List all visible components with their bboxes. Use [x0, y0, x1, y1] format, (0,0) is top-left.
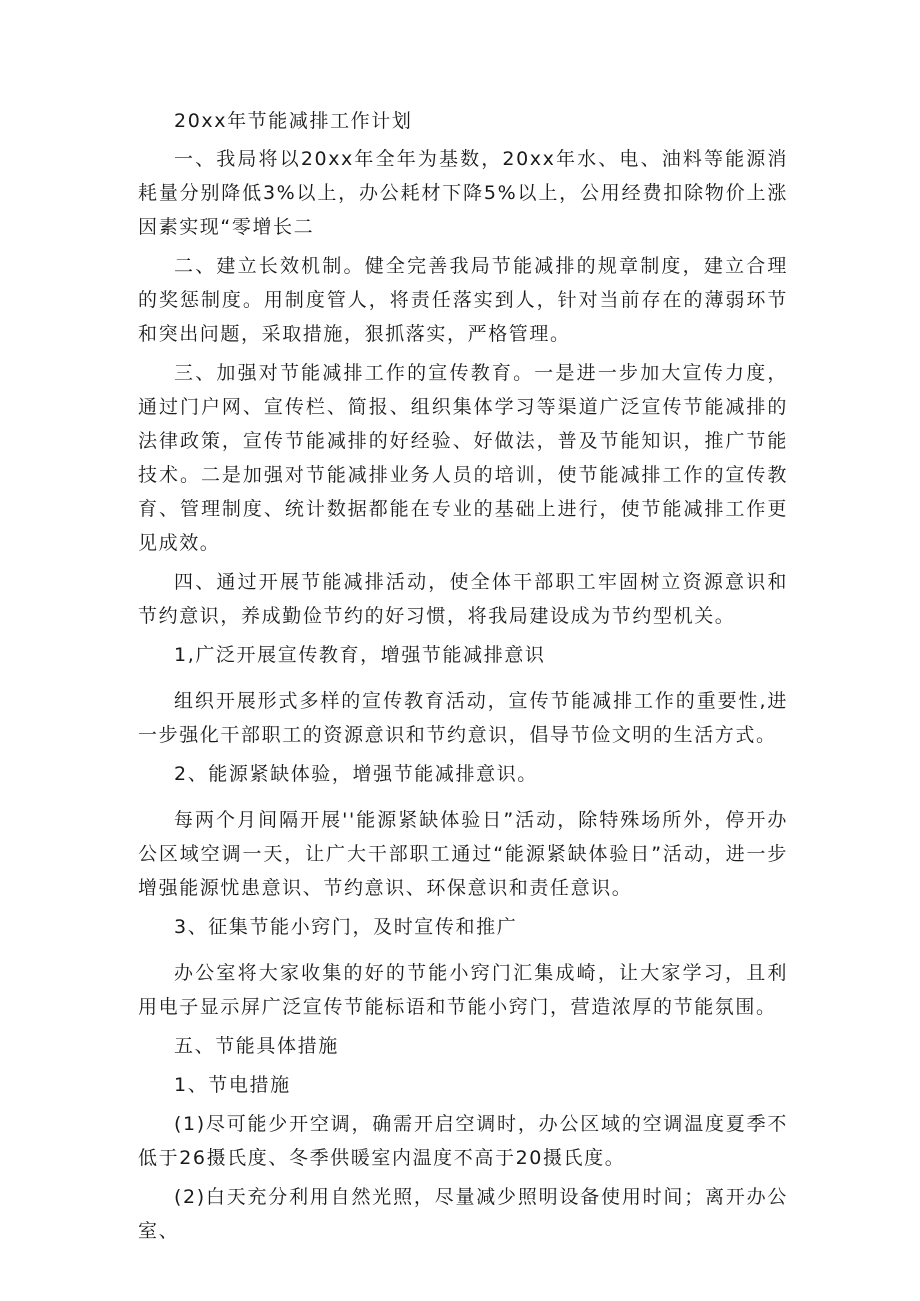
subheading-measures: 五、节能具体措施 — [174, 1035, 339, 1057]
paragraph-education: 三、加强对节能减排工作的宣传教育。一是进一步加大宣传力度，通过门户网、宣传栏、简报、组织集体学习等渠道广泛宣传节能减排的法律政策，宣传节能减排的好经验、好做法，普及节能知识，推广节能技术。二是加强对节能减排业务人员的培训，使节能减排工作的宣传教育、管理制度、统计数据都能在专业的基础上进行，使节能减排工作更见成效。 — [138, 362, 788, 554]
document-title: 20xx年节能减排工作计划 — [174, 110, 413, 132]
subheading-tips: 3、征集节能小窍门，及时宣传和推广 — [174, 916, 518, 938]
paragraph-goal: 一、我局将以20xx年全年为基数，20xx年水、电、油料等能源消耗量分别降低3%以上，办公耗材下降5%以上，公用经费扣除物价上涨因素实现“零增长二 — [138, 148, 788, 238]
subheading-publicity: 1,广泛开展宣传教育，增强节能减排意识 — [174, 644, 546, 666]
paragraph-air-conditioning: (1)尽可能少开空调，确需开启空调时，办公区域的空调温度夏季不低于26摄氏度、冬季供暖室内温度不高于20摄氏度。 — [138, 1113, 788, 1169]
subheading-energy-shortage: 2、能源紧缺体验，增强节能减排意识。 — [174, 763, 538, 785]
paragraph-lighting: (2)白天充分利用自然光照，尽量减少照明设备使用时间；离开办公室、 — [138, 1186, 788, 1242]
document-body — [138, 104, 788, 1253]
paragraph-tips: 办公室将大家收集的好的节能小窍门汇集成崎，让大家学习，且利用电子显示屏广泛宣传节能标语和节能小窍门，营造浓厚的节能氛围。 — [138, 962, 788, 1018]
paragraph-activities: 四、通过开展节能减排活动，使全体干部职工牢固树立资源意识和节约意识，养成勤俭节约的好习惯，将我局建设成为节约型机关。 — [138, 571, 788, 627]
subheading-electricity: 1、节电措施 — [174, 1074, 291, 1096]
paragraph-mechanism: 二、建立长效机制。健全完善我局节能减排的规章制度，建立合理的奖惩制度。用制度管人，将责任落实到人，针对当前存在的薄弱环节和突出问题，采取措施，狠抓落实，严格管理。 — [138, 255, 788, 345]
paragraph-energy-shortage: 每两个月间隔开展''能源紧缺体验日”活动，除特殊场所外，停开办公区域空调一天，让广大干部职工通过“能源紧缺体验日”活动，进一步增强能源忧患意识、节约意识、环保意识和责任意识。 — [138, 809, 788, 899]
paragraph-publicity: 组织开展形式多样的宣传教育活动，宣传节能减排工作的重要性,进一步强化干部职工的资源意识和节约意识，倡导节俭文明的生活方式。 — [138, 690, 788, 746]
